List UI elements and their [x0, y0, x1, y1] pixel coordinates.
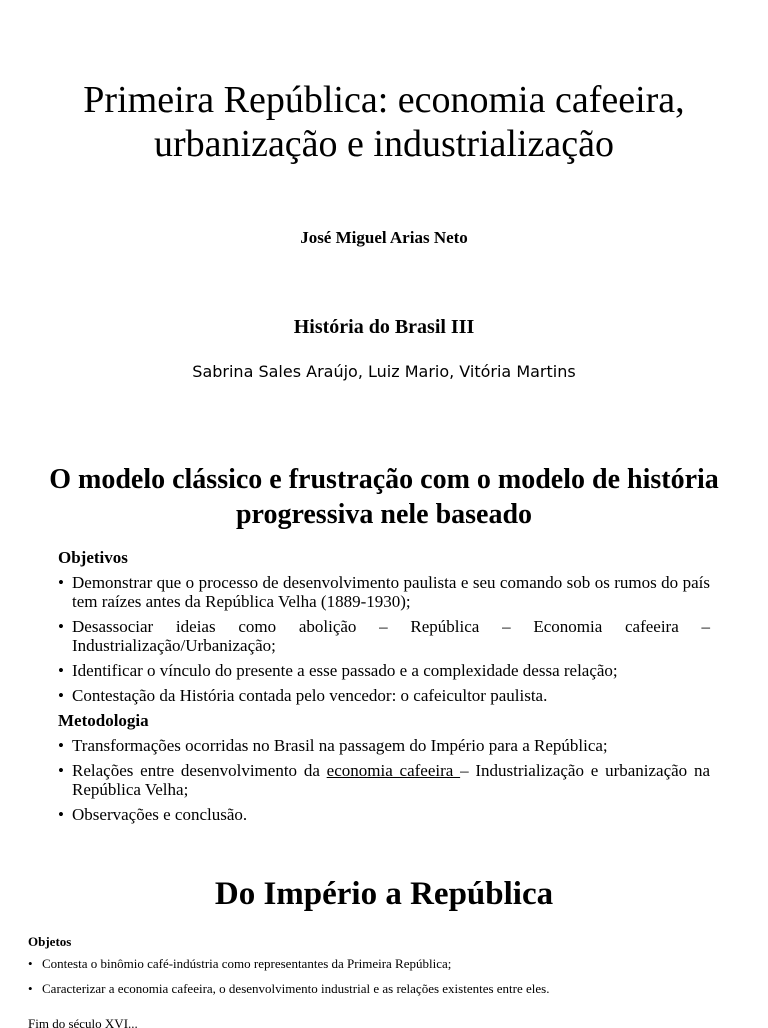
list-item-text: – Industrialização e urbanização na República Velha; — [72, 761, 711, 799]
list-item: • Transformações ocorridas no Brasil na passagem do Império para a República; — [58, 736, 710, 755]
list-item: • Observações e conclusão. — [58, 805, 710, 824]
slide-title: O modelo clássico e frustração com o modelo de história progressiva nele baseado — [49, 464, 719, 530]
methodology-list — [58, 736, 710, 824]
methodology-heading: Metodologia — [58, 711, 149, 730]
cutoff-text: Fim do século XVI... — [28, 1016, 138, 1028]
objectives-list — [58, 573, 710, 705]
slide-body — [28, 934, 728, 1006]
objects-heading: Objetos — [28, 934, 72, 949]
objectives-slide — [0, 440, 768, 850]
list-item: • Contestação da História contada pelo vencedor: o cafeicultor paulista. — [58, 686, 710, 705]
list-item — [58, 761, 710, 799]
slide-body — [58, 548, 710, 830]
course-name: História do Brasil III — [293, 316, 475, 338]
list-item: • Desassociar ideias como abolição – República – Economia cafeeira – Industrialização/Urbanização; — [58, 617, 710, 655]
student-names: Sabrina Sales Araújo, Luiz Mario, Vitória Martins — [192, 362, 576, 381]
underlined-term: economia cafeeira — [326, 761, 461, 780]
empire-republic-slide — [0, 850, 768, 1028]
slide-title: Do Império a República — [214, 876, 554, 912]
list-item: • Caracterizar a economia cafeeira, o desenvolvimento industrial e as relações existentes entre eles. — [28, 981, 728, 997]
title-slide — [0, 0, 768, 440]
presentation-title: Primeira República: economia cafeeira, urbanização e industrialização — [83, 79, 685, 165]
list-item: • Identificar o vínculo do presente a esse passado e a complexidade dessa relação; — [58, 661, 710, 680]
objectives-heading: Objetivos — [58, 548, 128, 567]
list-item: • Demonstrar que o processo de desenvolvimento paulista e seu comando sob os rumos do país tem raízes antes da República Velha (1889-1930); — [58, 573, 710, 611]
list-item-text: Relações entre desenvolvimento da — [72, 761, 327, 780]
author-name: José Miguel Arias Neto — [300, 228, 468, 247]
list-item: • Contesta o binômio café-indústria como representantes da Primeira República; — [28, 956, 728, 972]
objects-list — [28, 956, 728, 997]
